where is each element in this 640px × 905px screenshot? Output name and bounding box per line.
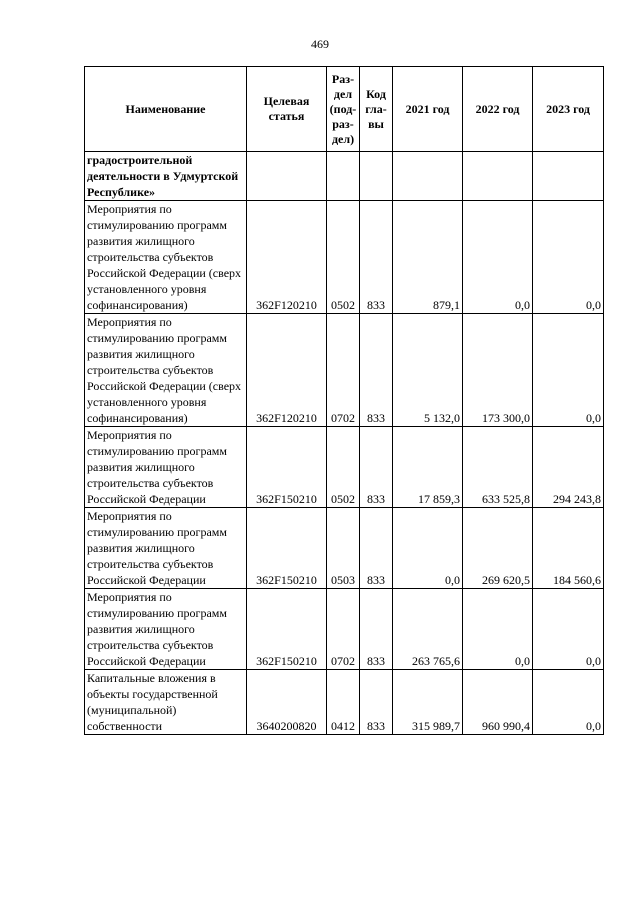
row-target: 3640200820	[247, 670, 327, 735]
row-chapter	[360, 152, 393, 201]
row-2021: 315 989,7	[393, 670, 463, 735]
row-2023: 184 560,6	[533, 508, 604, 589]
table-row	[85, 314, 604, 427]
row-chapter: 833	[360, 427, 393, 508]
header-row	[85, 67, 604, 152]
row-chapter: 833	[360, 670, 393, 735]
row-chapter: 833	[360, 201, 393, 314]
row-section	[327, 152, 360, 201]
row-section: 0502	[327, 427, 360, 508]
row-section: 0502	[327, 201, 360, 314]
page-number: 469	[311, 37, 329, 51]
row-target	[247, 152, 327, 201]
row-name: градостроительной деятельности в Удмуртской Республике»	[85, 152, 247, 201]
row-section: 0702	[327, 314, 360, 427]
header-2022: 2022 год	[463, 67, 533, 152]
row-target: 362F120210	[247, 201, 327, 314]
row-2021: 263 765,6	[393, 589, 463, 670]
row-name: Мероприятия по стимулированию программ развития жилищного строительства субъектов Российской Федерации	[85, 589, 247, 670]
row-name: Мероприятия по стимулированию программ развития жилищного строительства субъектов Российской Федерации	[85, 427, 247, 508]
row-2021	[393, 152, 463, 201]
header-target: Целевая статья	[247, 67, 327, 152]
row-target: 362F120210	[247, 314, 327, 427]
header-chapter: Код гла- вы	[360, 67, 393, 152]
table-row	[85, 589, 604, 670]
table-row	[85, 508, 604, 589]
row-chapter: 833	[360, 589, 393, 670]
row-2023: 0,0	[533, 314, 604, 427]
header-section: Раз- дел (под- раз- дел)	[327, 67, 360, 152]
row-2021: 0,0	[393, 508, 463, 589]
row-2022: 0,0	[463, 201, 533, 314]
table-row	[85, 201, 604, 314]
row-name: Капитальные вложения в объекты государственной (муниципальной) собственности	[85, 670, 247, 735]
row-2023: 294 243,8	[533, 427, 604, 508]
table-row	[85, 427, 604, 508]
table-row	[85, 670, 604, 735]
row-2022: 269 620,5	[463, 508, 533, 589]
row-target: 362F150210	[247, 427, 327, 508]
row-2022: 0,0	[463, 589, 533, 670]
header-2021: 2021 год	[393, 67, 463, 152]
row-2023	[533, 152, 604, 201]
row-target: 362F150210	[247, 508, 327, 589]
row-2021: 5 132,0	[393, 314, 463, 427]
row-2021: 879,1	[393, 201, 463, 314]
row-target: 362F150210	[247, 589, 327, 670]
row-chapter: 833	[360, 314, 393, 427]
row-section: 0702	[327, 589, 360, 670]
row-2023: 0,0	[533, 589, 604, 670]
row-2023: 0,0	[533, 201, 604, 314]
row-name: Мероприятия по стимулированию программ развития жилищного строительства субъектов Российской Федерации (сверх установленного уровня софинансирования)	[85, 201, 247, 314]
header-2023: 2023 год	[533, 67, 604, 152]
budget-table	[84, 66, 604, 735]
row-section: 0503	[327, 508, 360, 589]
row-2023: 0,0	[533, 670, 604, 735]
row-name: Мероприятия по стимулированию программ развития жилищного строительства субъектов Российской Федерации (сверх установленного уровня софинансирования)	[85, 314, 247, 427]
row-2021: 17 859,3	[393, 427, 463, 508]
table-row	[85, 152, 604, 201]
row-2022	[463, 152, 533, 201]
row-2022: 960 990,4	[463, 670, 533, 735]
header-name: Наименование	[85, 67, 247, 152]
row-chapter: 833	[360, 508, 393, 589]
row-2022: 173 300,0	[463, 314, 533, 427]
row-name: Мероприятия по стимулированию программ развития жилищного строительства субъектов Российской Федерации	[85, 508, 247, 589]
row-2022: 633 525,8	[463, 427, 533, 508]
row-section: 0412	[327, 670, 360, 735]
